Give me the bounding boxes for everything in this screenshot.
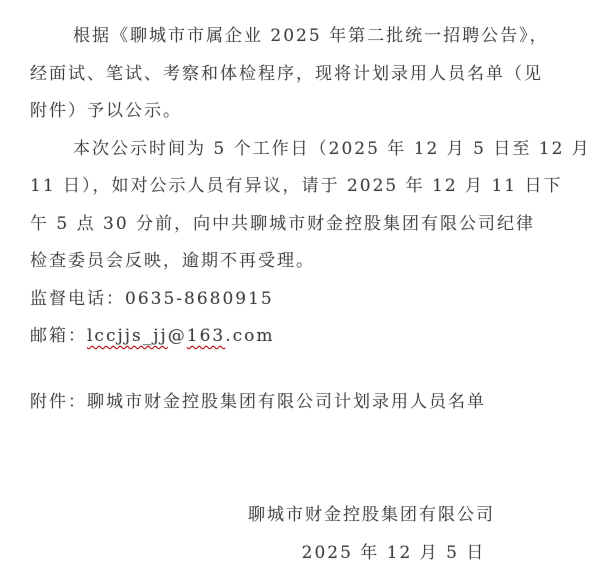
attachment-label: 附件： bbox=[30, 391, 87, 412]
body-text-line: 根据《聊城市市属企业 2025 年第二批统一招聘公告》， bbox=[73, 26, 549, 46]
email-label: 邮箱： bbox=[30, 326, 87, 346]
paragraph-publicity-period bbox=[30, 131, 591, 281]
body-text-line: 本次公示时间为 5 个工作日（2025 年 12 月 5 日至 12 月 bbox=[73, 138, 591, 159]
body-text-line: 检查委员会反映，逾期不再受理。 bbox=[30, 251, 315, 271]
body-text-line: 附件）予以公示。 bbox=[30, 101, 182, 121]
email-line bbox=[30, 318, 572, 356]
signature-block bbox=[248, 497, 495, 572]
body-text-line: 经面试、笔试、考察和体检程序，现将计划录用人员名单（见 bbox=[30, 63, 543, 84]
email-domain: 163 bbox=[186, 326, 226, 346]
body-text-line: 11 日），如对公示人员有异议，请于 2025 年 12 月 11 日下 bbox=[30, 176, 563, 196]
email-username: lccjjs_jj bbox=[87, 326, 168, 346]
signature-company: 聊城市财金控股集团有限公司 bbox=[248, 505, 495, 525]
supervision-phone-label: 监督电话： bbox=[30, 288, 125, 309]
supervision-phone-number: 0635-8680915 bbox=[125, 288, 274, 309]
email-domain-suffix: .com bbox=[225, 326, 275, 346]
attachment-line bbox=[30, 384, 572, 422]
attachment-title: 聊城市财金控股集团有限公司计划录用人员名单 bbox=[87, 391, 486, 412]
email-at-sign: @ bbox=[167, 326, 187, 346]
body-text-line: 午 5 点 30 分前，向中共聊城市财金控股集团有限公司纪律 bbox=[30, 213, 536, 234]
supervision-phone-line bbox=[30, 281, 572, 319]
signature-date: 2025 年 12 月 5 日 bbox=[301, 542, 486, 563]
paragraph-intro bbox=[30, 18, 572, 131]
